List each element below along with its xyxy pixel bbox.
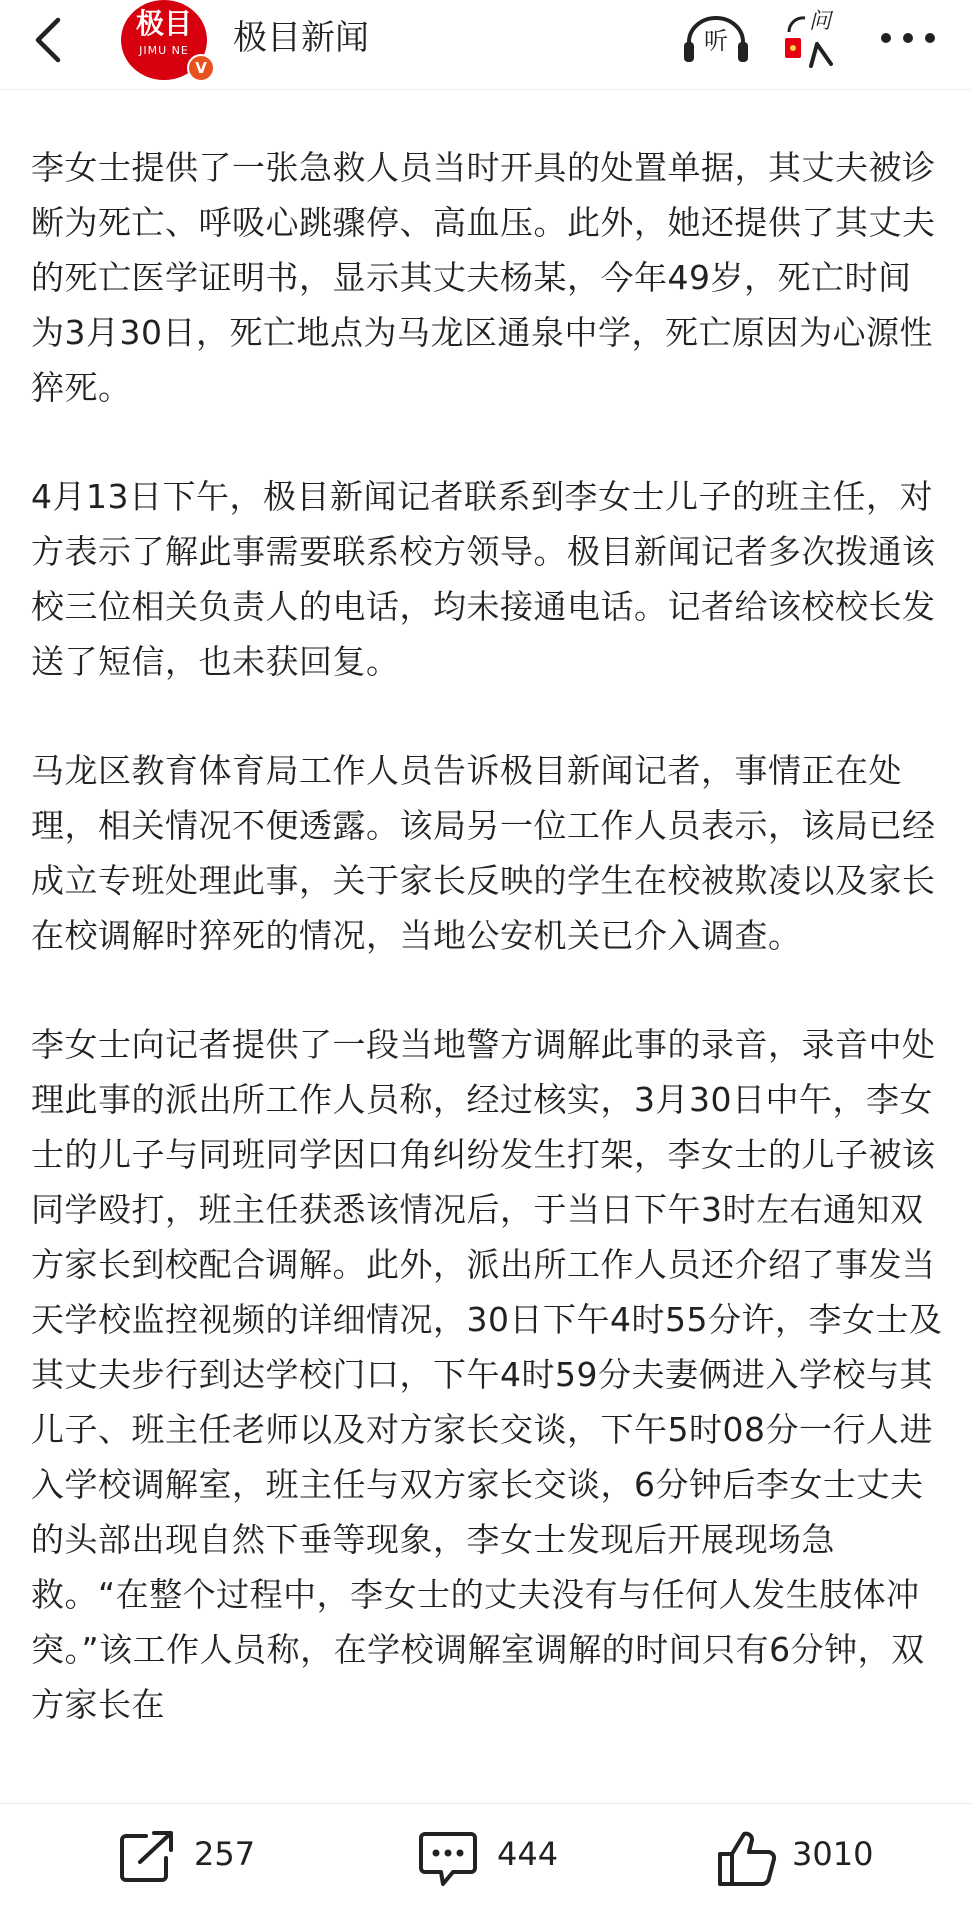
back-button[interactable]: [28, 14, 68, 66]
channel-avatar[interactable]: [121, 0, 207, 80]
logo-subtext: JIMU NE: [139, 44, 189, 57]
share-button[interactable]: [116, 1824, 276, 1888]
listen-button[interactable]: [681, 12, 751, 68]
top-nav-bar: [0, 0, 971, 90]
channel-name[interactable]: 极目新闻: [233, 18, 369, 58]
article-paragraph: 4月13日下午，极目新闻记者联系到李女士儿子的班主任，对方表示了解此事需要联系校方领导。极目新闻记者多次拨通该校三位相关负责人的电话，均未接通电话。记者给该校校长发送了短信，也未获回复。: [31, 477, 936, 681]
article-paragraph: 李女士向记者提供了一段当地警方调解此事的录音，录音中处理此事的派出所工作人员称，经过核实，3月30日中午，李女士的儿子与同班同学因口角纠纷发生打架，李女士的儿子被该同学殴打，班主任获悉该情况后，于当日下午3时左右通知双方家长到校配合调解。此外，派出所工作人员还介绍了事发当天学校监控视频的详细情况，30日下午4时55分许，李女士及其丈夫步行到达学校门口，下午4时59分夫妻俩进入学校与其儿子、班主任老师以及对方家长交谈，下午5时08分一行人进入学校调解室，班主任与双方家长交谈，6分钟后李女士丈夫的头部出现自然下垂等现象，李女士发现后开展现场急救。“在整个过程中，李女士的丈夫没有与任何人发生肢体冲突。”该工作人员称，在学校调解室调解的时间只有6分钟，双方家长在: [31, 1025, 943, 1724]
bottom-action-bar: [0, 1803, 971, 1908]
logo-text: 极目: [135, 7, 192, 40]
like-count: 3010: [792, 1835, 874, 1873]
ask-label: 问: [809, 9, 832, 34]
ask-person-icon: [779, 8, 841, 70]
more-button[interactable]: [876, 16, 940, 60]
share-count: 257: [194, 1835, 256, 1873]
listen-label: 听: [704, 27, 728, 55]
comment-button[interactable]: [417, 1824, 577, 1888]
article-body: [31, 140, 943, 1786]
comment-icon: [417, 1828, 479, 1888]
verified-badge: V: [187, 54, 215, 82]
like-button[interactable]: [716, 1824, 916, 1888]
article-paragraph: 马龙区教育体育局工作人员告诉极目新闻记者，事情正在处理，相关情况不便透露。该局另一位工作人员表示，该局已经成立专班处理此事，关于家长反映的学生在校被欺凌以及家长在校调解时猝死的情况，当地公安机关已介入调查。: [31, 751, 936, 955]
more-dots-icon: [876, 16, 940, 60]
share-icon: [116, 1828, 176, 1884]
header-divider: [0, 89, 971, 90]
ask-button[interactable]: [779, 8, 841, 70]
comment-count: 444: [497, 1835, 559, 1873]
article-paragraph: 李女士提供了一张急救人员当时开具的处置单据，其丈夫被诊断为死亡、呼吸心跳骤停、高血压。此外，她还提供了其丈夫的死亡医学证明书，显示其丈夫杨某，今年49岁，死亡时间为3月30日，死亡地点为马龙区通泉中学，死亡原因为心源性猝死。: [31, 148, 936, 407]
thumbs-up-icon: [716, 1828, 778, 1888]
chevron-left-icon: [28, 14, 68, 66]
